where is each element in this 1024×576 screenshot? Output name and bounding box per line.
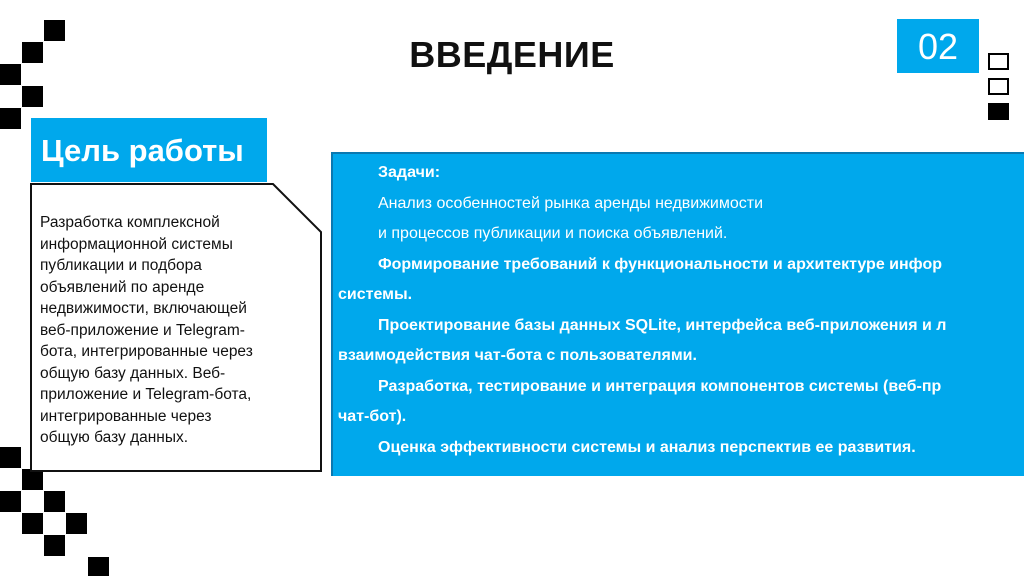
goal-line: Разработка комплексной <box>40 214 220 231</box>
task-line: Формирование требований к функциональности и архитектуре инфор <box>378 255 942 273</box>
goal-text <box>40 212 310 449</box>
goal-line: интегрированные через <box>40 407 212 425</box>
decor-square <box>22 513 43 534</box>
decor-square <box>0 447 21 468</box>
tasks-heading: Задачи: <box>378 164 441 181</box>
decor-square <box>0 491 21 512</box>
decor-square <box>22 86 43 107</box>
goal-line: бота, интегрированные через <box>40 343 253 360</box>
goal-line: объявлений по аренде <box>40 278 205 296</box>
task-line: Проектирование базы данных SQLite, интерфейса веб-приложения и л <box>378 316 947 334</box>
task-line: чат-бот). <box>338 408 407 425</box>
task-line: Разработка, тестирование и интеграция компонентов системы (веб-пр <box>378 377 942 395</box>
task-line: системы. <box>338 286 413 303</box>
slide-title: ВВЕДЕНИЕ <box>409 34 615 75</box>
goal-line: приложение и Telegram-бота, <box>40 386 252 403</box>
goal-line: публикации и подбора <box>40 257 202 274</box>
task-line: взаимодействия чат-бота с пользователями. <box>338 347 697 364</box>
goal-line: общую базу данных. Веб- <box>40 364 226 382</box>
decor-square <box>88 557 109 576</box>
goal-line: веб-приложение и Telegram- <box>40 321 245 339</box>
task-line: и процессов публикации и поиска объявлений. <box>378 225 728 242</box>
decor-solid-square <box>988 103 1009 120</box>
decor-outline-square <box>988 53 1009 70</box>
decor-square <box>22 469 43 490</box>
goal-label: Цель работы <box>31 118 267 182</box>
goal-line: недвижимости, включающей <box>40 300 247 317</box>
goal-card <box>30 183 322 472</box>
tasks-panel <box>331 152 1024 476</box>
decor-square <box>44 491 65 512</box>
decor-square <box>66 513 87 534</box>
decor-square <box>0 108 21 129</box>
task-line: Анализ особенностей рынка аренды недвижимости <box>378 194 764 212</box>
decor-square <box>44 535 65 556</box>
slide-number: 02 <box>897 19 979 73</box>
goal-line: общую базу данных. <box>40 429 189 446</box>
goal-line: информационной системы <box>40 235 233 253</box>
task-line: Оценка эффективности системы и анализ перспектив ее развития. <box>378 438 916 456</box>
decor-outline-square <box>988 78 1009 95</box>
